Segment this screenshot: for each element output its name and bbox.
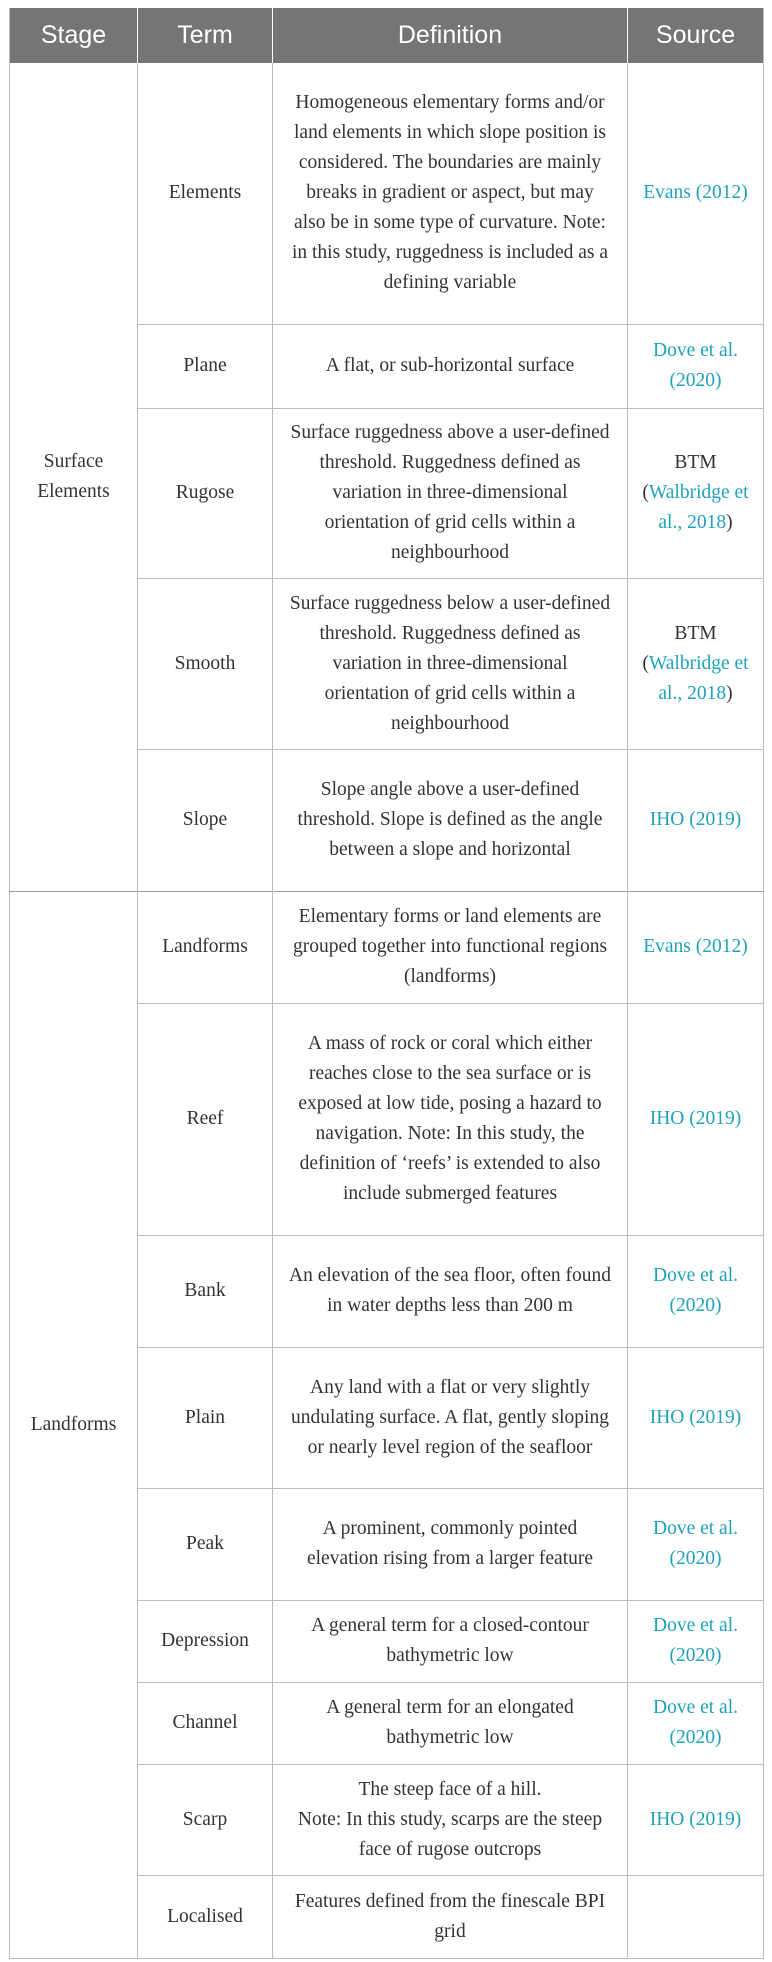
term-cell: Peak: [138, 1488, 273, 1600]
definition-cell: [273, 1764, 628, 1875]
table-row: [10, 891, 764, 1003]
source-cell: [628, 1347, 764, 1488]
definition-cell: Any land with a flat or very slightly undulating surface. A flat, gently sloping or nearly level region of the seafloor: [273, 1347, 628, 1488]
source-cell: [628, 1764, 764, 1875]
definitions-table-container: [9, 8, 763, 1959]
term-cell: Landforms: [138, 891, 273, 1003]
definition-note: Note: In this study, scarps are the steep face of rugose outcrops: [297, 1808, 603, 1860]
source-link[interactable]: IHO (2019): [649, 809, 742, 830]
header-definition: Definition: [273, 8, 628, 63]
source-cell: [628, 578, 764, 749]
header-stage: Stage: [10, 8, 138, 63]
header-row: [10, 8, 764, 63]
definition-cell: A mass of rock or coral which either reaches close to the sea surface or is exposed at low tide, posing a hazard to navigation. Note: In this study, the definition of ‘reefs’ is extended to also include submerged features: [273, 1003, 628, 1235]
definition-cell: A general term for an elongated bathymetric low: [273, 1682, 628, 1764]
definition-cell: A prominent, commonly pointed elevation rising from a larger feature: [273, 1488, 628, 1600]
term-cell: Slope: [138, 749, 273, 891]
term-cell: Depression: [138, 1600, 273, 1682]
source-suffix: ): [726, 512, 733, 533]
header-term: Term: [138, 8, 273, 63]
source-cell: [628, 1235, 764, 1347]
source-prefix: BTM (: [642, 622, 717, 674]
source-cell: [628, 1682, 764, 1764]
source-cell: [628, 891, 764, 1003]
source-link[interactable]: Dove et al. (2020): [652, 1697, 738, 1748]
definition-cell: Surface ruggedness below a user-defined threshold. Ruggedness defined as variation in three-dimensional orientation of grid cells within a neighbourhood: [273, 578, 628, 749]
source-link[interactable]: IHO (2019): [649, 1808, 742, 1830]
source-prefix: BTM (: [642, 452, 717, 503]
source-suffix: ): [726, 682, 733, 704]
source-cell: [628, 1875, 764, 1958]
source-cell: [628, 1003, 764, 1235]
term-cell: Reef: [138, 1003, 273, 1235]
term-cell: Scarp: [138, 1764, 273, 1875]
definition-cell: Slope angle above a user-defined threshold. Slope is defined as the angle between a slope and horizontal: [273, 749, 628, 891]
term-cell: Localised: [138, 1875, 273, 1958]
source-link[interactable]: Dove et al. (2020): [652, 1518, 738, 1569]
source-cell: [628, 1600, 764, 1682]
definition-cell: Features defined from the finescale BPI grid: [273, 1875, 628, 1958]
source-link[interactable]: Dove et al. (2020): [652, 1615, 738, 1666]
source-link[interactable]: IHO (2019): [649, 1406, 742, 1428]
definition-text: The steep face of a hill.: [358, 1778, 542, 1800]
definitions-table: [9, 8, 764, 1959]
source-link[interactable]: Walbridge et al., 2018: [648, 482, 749, 533]
source-cell: [628, 408, 764, 578]
definition-cell: Elementary forms or land elements are grouped together into functional regions (landforms): [273, 891, 628, 1003]
definition-cell: A general term for a closed-contour bathymetric low: [273, 1600, 628, 1682]
definition-cell: Homogeneous elementary forms and/or land elements in which slope position is considered. The boundaries are mainly breaks in gradient or aspect, but may also be in some type of curvature. Note: in this study, ruggedness is included as a defining variable: [273, 63, 628, 324]
header-source: Source: [628, 8, 764, 63]
source-link[interactable]: Dove et al. (2020): [652, 340, 738, 391]
source-link[interactable]: Evans (2012): [643, 936, 748, 957]
definition-cell: An elevation of the sea floor, often found in water depths less than 200 m: [273, 1235, 628, 1347]
source-cell: [628, 1488, 764, 1600]
source-cell: [628, 63, 764, 324]
source-link[interactable]: Dove et al. (2020): [652, 1265, 738, 1316]
source-cell: [628, 749, 764, 891]
table-row: [10, 63, 764, 324]
term-cell: Elements: [138, 63, 273, 324]
stage-cell-surface-elements: Surface Elements: [37, 450, 110, 502]
term-cell: Channel: [138, 1682, 273, 1764]
term-cell: Plain: [138, 1347, 273, 1488]
definition-cell: A flat, or sub-horizontal surface: [273, 324, 628, 408]
source-link[interactable]: Walbridge et al., 2018: [648, 652, 749, 704]
term-cell: Smooth: [138, 578, 273, 749]
definition-cell: Surface ruggedness above a user-defined threshold. Ruggedness defined as variation in three-dimensional orientation of grid cells within a neighbourhood: [273, 408, 628, 578]
term-cell: Plane: [138, 324, 273, 408]
term-cell: Bank: [138, 1235, 273, 1347]
stage-cell-landforms: Landforms: [10, 891, 138, 1958]
term-cell: Rugose: [138, 408, 273, 578]
source-link[interactable]: Evans (2012): [643, 182, 748, 204]
source-link[interactable]: IHO (2019): [649, 1108, 742, 1129]
source-cell: [628, 324, 764, 408]
